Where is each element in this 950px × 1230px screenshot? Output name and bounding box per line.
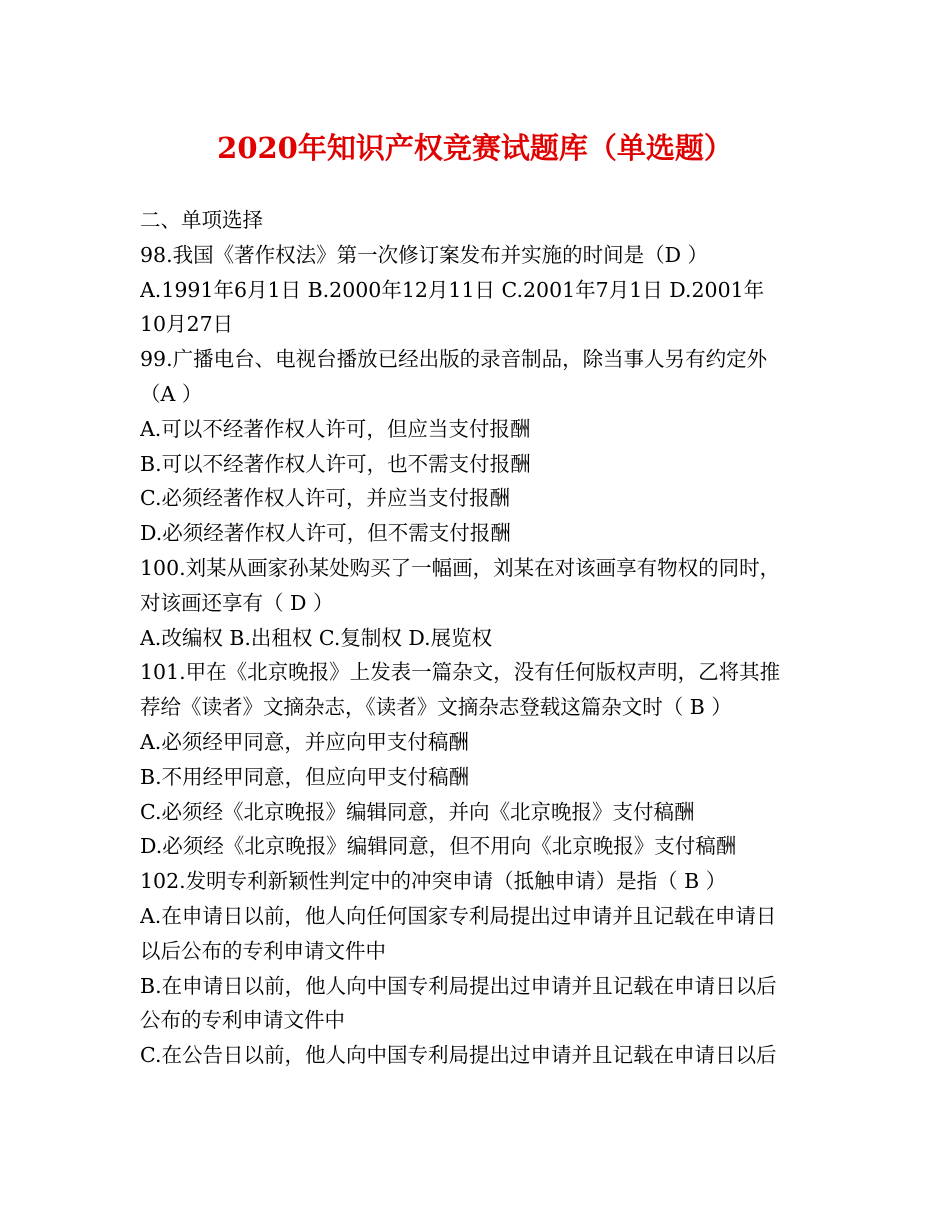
text-line: C.在公告日以前，他人向中国专利局提出过申请并且记载在申请日以后	[140, 1043, 777, 1068]
text-line: D.必须经著作权人许可，但不需支付报酬	[140, 521, 511, 546]
text-line: 101.甲在《北京晚报》上发表一篇杂文，没有任何版权声明，乙将其推	[140, 660, 781, 685]
text-line: A.1991年6月1日 B.2000年12月11日 C.2001年7月1日 D.2001年	[140, 277, 765, 302]
text-line: A.必须经甲同意，并应向甲支付稿酬	[140, 729, 469, 754]
text-line: （A ）	[140, 381, 203, 406]
text-line: A.可以不经著作权人许可，但应当支付报酬	[140, 416, 531, 441]
text-line: B.不用经甲同意，但应向甲支付稿酬	[140, 764, 470, 789]
text-line: A.在申请日以前，他人向任何国家专利局提出过申请并且记载在申请日	[140, 903, 777, 928]
text-line: 二、单项选择	[140, 208, 263, 232]
text-line: 荐给《读者》文摘杂志，《读者》文摘杂志登载这篇杂文时（ B ）	[140, 695, 732, 720]
text-line: 98.我国《著作权法》第一次修订案发布并实施的时间是（D ）	[140, 242, 709, 267]
text-line: C.必须经《北京晚报》编辑同意，并向《北京晚报》支付稿酬	[140, 799, 695, 824]
document-body	[140, 203, 820, 1073]
text-line: D.必须经《北京晚报》编辑同意，但不用向《北京晚报》支付稿酬	[140, 834, 737, 859]
text-line: 公布的专利申请文件中	[140, 1008, 345, 1033]
text-line: 99.广播电台、电视台播放已经出版的录音制品，除当事人另有约定外	[140, 347, 768, 372]
text-line: 以后公布的专利申请文件中	[140, 938, 386, 963]
text-line: 102.发明专利新颖性判定中的冲突申请（抵触申请）是指（ B ）	[140, 869, 727, 894]
text-line: 100.刘某从画家孙某处购买了一幅画，刘某在对该画享有物权的同时，	[140, 555, 781, 580]
text-line: 对该画还享有（ D ）	[140, 590, 334, 615]
text-line: B.在申请日以前，他人向中国专利局提出过申请并且记载在申请日以后	[140, 973, 777, 998]
text-line: B.可以不经著作权人许可，也不需支付报酬	[140, 451, 531, 476]
document-title: 2020年知识产权竞赛试题库（单选题）	[217, 131, 733, 165]
text-line: A.改编权 B.出租权 C.复制权 D.展览权	[140, 625, 493, 650]
text-line: C.必须经著作权人许可，并应当支付报酬	[140, 486, 510, 511]
text-line: 10月27日	[140, 312, 234, 337]
